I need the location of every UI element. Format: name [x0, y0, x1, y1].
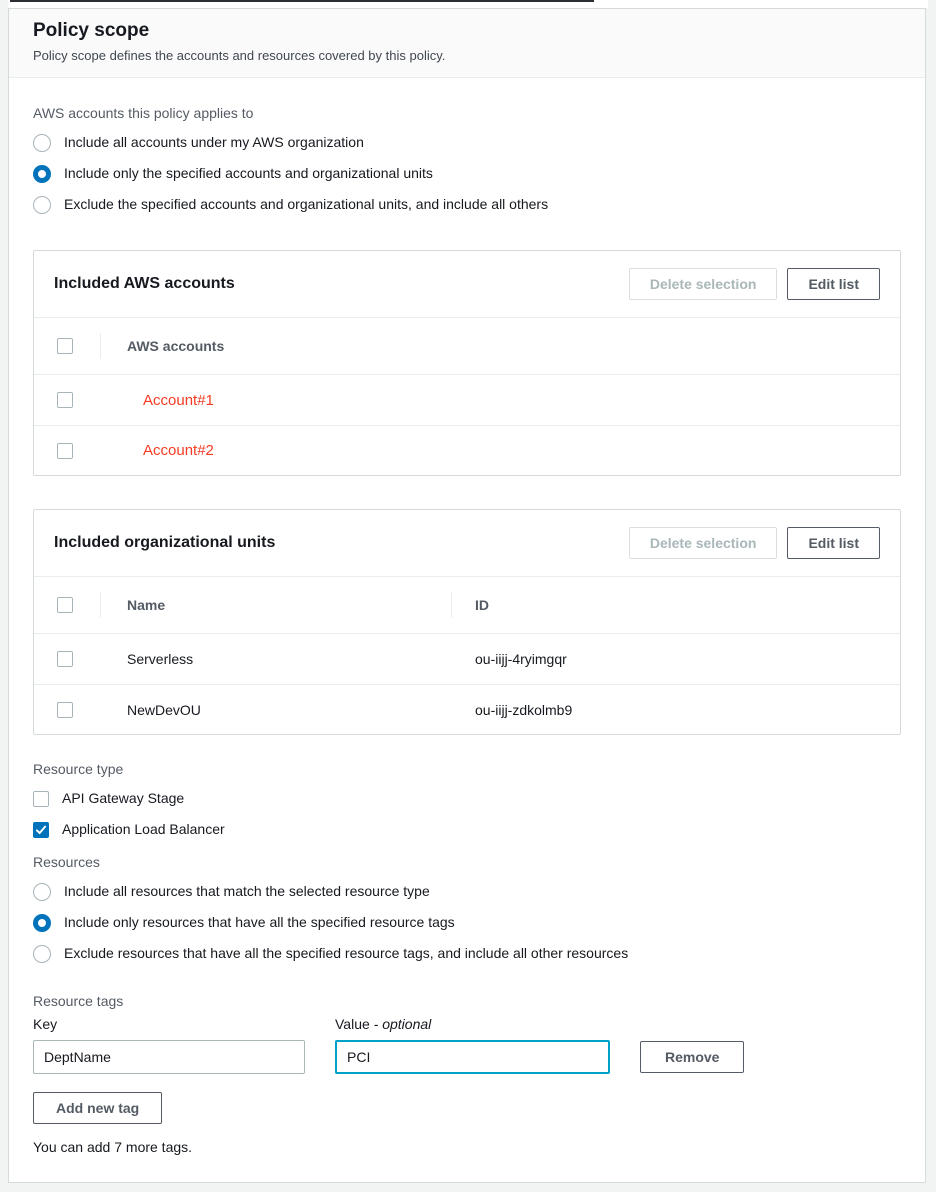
checkmark-icon: [35, 824, 47, 836]
account-link[interactable]: Account#2: [143, 442, 214, 459]
ou-id: ou-iijj-4ryimgqr: [475, 651, 567, 667]
row-checkbox[interactable]: [57, 392, 73, 408]
checkbox-option-application-load-balancer[interactable]: [33, 820, 901, 839]
radio-option-include-all-resources[interactable]: [33, 882, 901, 901]
remove-tag-button[interactable]: Remove: [640, 1041, 744, 1073]
add-new-tag-button[interactable]: Add new tag: [33, 1092, 162, 1124]
delete-selection-button[interactable]: Delete selection: [629, 527, 778, 559]
account-link[interactable]: Account#1: [143, 391, 214, 409]
tag-value-optional-suffix: - optional: [373, 1016, 432, 1032]
radio-option-label: Exclude the specified accounts and organizational units, and include all others: [64, 196, 549, 212]
resource-type-label: Resource type: [33, 761, 124, 777]
table-title: Included AWS accounts: [54, 275, 235, 292]
resources-label: Resources: [33, 854, 100, 870]
radio-option-label: Exclude resources that have all the specified resource tags, and include all other resources: [64, 945, 629, 961]
resource-tag-row: [33, 1016, 901, 1074]
radio-option-label: Include only the specified accounts and organizational units: [64, 165, 433, 181]
radio-option-include-tagged-resources[interactable]: [33, 913, 901, 932]
select-all-checkbox[interactable]: [57, 338, 73, 354]
column-header-aws-accounts: AWS accounts: [100, 318, 900, 374]
checkbox-checked-icon[interactable]: [33, 822, 49, 838]
radio-option-include-all-accounts[interactable]: [33, 133, 901, 152]
page-title: Policy scope: [33, 20, 150, 41]
radio-option-exclude-tagged-resources[interactable]: [33, 944, 901, 963]
cropped-element-edge: [10, 0, 594, 2]
policy-scope-panel: [8, 8, 926, 1183]
checkbox-option-label: Application Load Balancer: [62, 821, 225, 837]
radio-option-label: Include only resources that have all the specified resource tags: [64, 914, 455, 930]
resource-tags-label: Resource tags: [33, 993, 124, 1009]
radio-option-exclude-specified-accounts[interactable]: [33, 195, 901, 214]
column-header-id: ID: [451, 577, 900, 633]
ou-name: Serverless: [127, 651, 194, 667]
panel-header: [9, 9, 925, 78]
radio-selected-icon[interactable]: [33, 165, 51, 183]
accounts-scope-label: AWS accounts this policy applies to: [33, 105, 254, 121]
checkbox-unchecked-icon[interactable]: [33, 791, 49, 807]
delete-selection-button[interactable]: Delete selection: [629, 268, 778, 300]
table-row: [34, 375, 900, 425]
ou-id: ou-iijj-zdkolmb9: [475, 701, 573, 718]
table-row: [34, 425, 900, 475]
radio-unselected-icon[interactable]: [33, 134, 51, 152]
select-all-checkbox[interactable]: [57, 597, 73, 613]
radio-selected-icon[interactable]: [33, 914, 51, 932]
table-row: [34, 684, 900, 734]
included-organizational-units-table: [33, 509, 901, 735]
row-checkbox[interactable]: [57, 443, 73, 459]
radio-option-label: Include all accounts under my AWS organization: [64, 134, 364, 150]
checkbox-option-label: API Gateway Stage: [62, 790, 185, 806]
edit-list-button[interactable]: Edit list: [787, 268, 880, 300]
table-title: Included organizational units: [54, 534, 276, 551]
row-checkbox[interactable]: [57, 702, 73, 718]
tags-remaining-text: You can add 7 more tags.: [33, 1139, 193, 1155]
radio-unselected-icon[interactable]: [33, 196, 51, 214]
radio-option-include-specified-accounts[interactable]: [33, 164, 901, 183]
included-aws-accounts-table: [33, 250, 901, 476]
tag-key-label: Key: [33, 1016, 58, 1032]
tag-value-label: Value - optional: [335, 1016, 432, 1032]
column-header-name: Name: [100, 577, 451, 633]
radio-option-label: Include all resources that match the selected resource type: [64, 883, 430, 899]
table-row: [34, 634, 900, 684]
tag-key-input[interactable]: [33, 1040, 305, 1074]
tag-value-input[interactable]: [335, 1040, 610, 1074]
checkbox-option-api-gateway-stage[interactable]: [33, 789, 901, 808]
radio-unselected-icon[interactable]: [33, 945, 51, 963]
page-description: Policy scope defines the accounts and resources covered by this policy.: [33, 48, 446, 63]
row-checkbox[interactable]: [57, 651, 73, 667]
ou-name: NewDevOU: [127, 701, 201, 718]
radio-unselected-icon[interactable]: [33, 883, 51, 901]
edit-list-button[interactable]: Edit list: [787, 527, 880, 559]
